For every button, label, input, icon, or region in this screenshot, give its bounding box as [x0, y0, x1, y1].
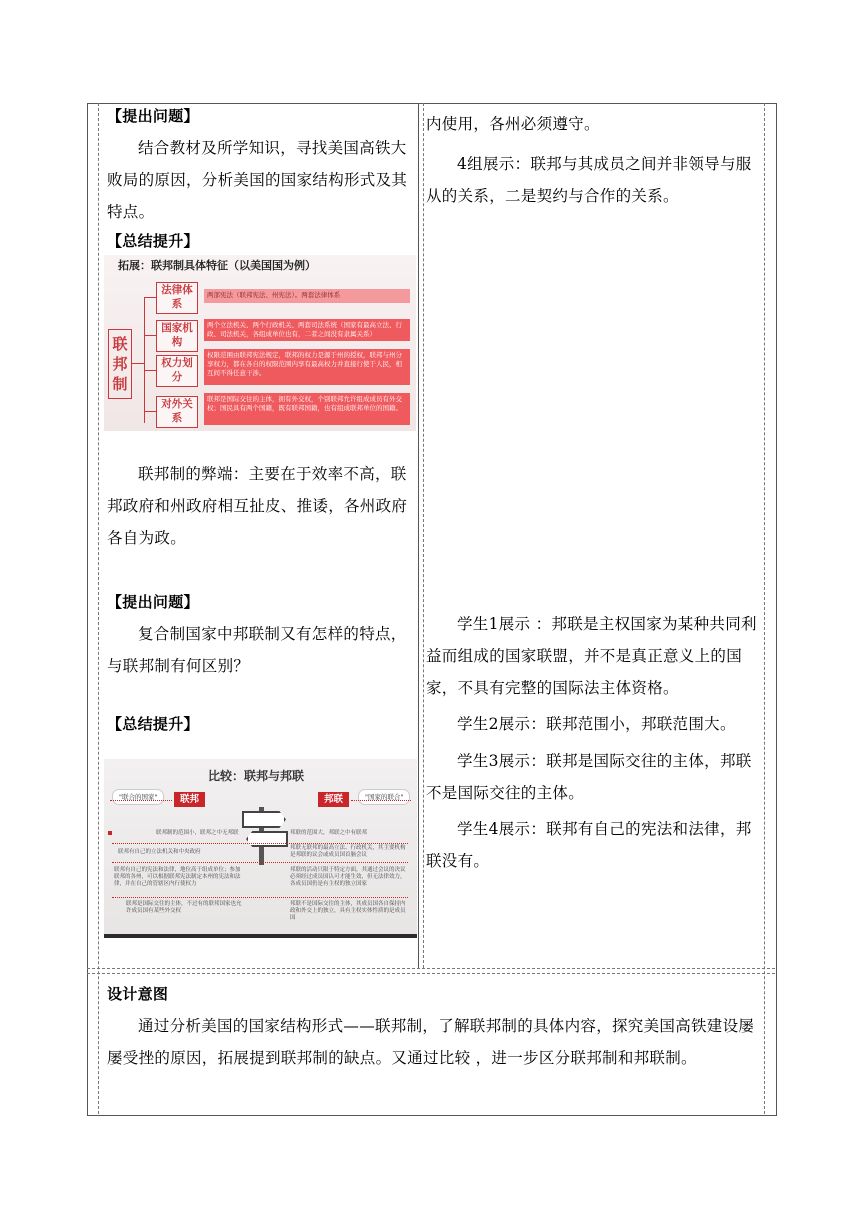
student-2-text: 学生2展示：联邦范围小，邦联范围大。 [457, 715, 736, 733]
question-text-1: 结合教材及所学知识，寻找美国高铁大败局的原因，分析美国的国家结构形式及其特点。 [107, 139, 408, 221]
federal-features-slide [104, 255, 416, 431]
signpost-arrow-icon [246, 831, 288, 847]
category-legal-desc: 两部宪法（联邦宪法、州宪法）。两套法律体系 [204, 289, 410, 303]
category-institutions-desc: 两个立法机关、两个行政机关、两套司法系统（国家有最高立法、行政、司法机关，各组成单位也有，二者之间没有隶属关系） [204, 319, 410, 341]
right-text-1: 内使用，各州必须遵守。 [426, 115, 600, 133]
federal-root-box [108, 329, 132, 399]
question-heading-2: 【提出问题】 [107, 593, 199, 611]
category-legal: 法律体系 [156, 282, 198, 314]
comparison-slide [104, 759, 417, 938]
table-inner-left-border [98, 103, 99, 1114]
summary-heading-1: 【总结提升】 [107, 232, 199, 250]
row-divider [112, 843, 408, 844]
tag-line [110, 800, 172, 801]
row-divider [87, 968, 775, 969]
row-divider-dashed [87, 973, 775, 974]
branch-stub [144, 370, 156, 371]
row-bullet [108, 831, 112, 835]
category-foreign: 对外关系 [156, 396, 198, 428]
column-divider-dashed [423, 103, 424, 968]
table-inner-right-border [764, 103, 765, 1114]
root-char: 联 [112, 335, 128, 353]
right-text-2: 4组展示：联邦与其成员之间并非领导与服从的关系，二是契约与合作的关系。 [426, 155, 752, 205]
student-1-text: 学生1展示 ：邦联是主权国家为某种共同利益而组成的国家联盟，并不是真正意义上的国家，不具有完整的国际法主体资格。 [426, 615, 757, 697]
branch-stub [144, 297, 156, 298]
category-foreign-desc: 联邦是国际交往的主体，拥有外交权，个别联邦允许组成成员有外交权；国民具有两个国籍，既有联邦国籍，也有组成联邦单位的国籍。 [204, 393, 410, 425]
federal-row: 联邦制的范围小，联邦之中无邦联 [156, 830, 239, 836]
slide-title: 比较：联邦与邦联 [208, 769, 305, 783]
root-char: 邦 [112, 355, 128, 373]
federal-row: 联邦是国际交往的主体，不过有的联邦国家也允许成员国有某些外交权 [126, 901, 242, 914]
federal-row: 联邦有自己的宪法和法律，地位高于组成单位；参加联邦的各州，可以根据联邦宪法制定本州的宪法和法律，并在自己的管辖区内行使权力 [114, 867, 241, 887]
confed-row: 邦联的范围大，邦联之中有联邦 [290, 830, 368, 836]
tag-confederation: 邦联 [318, 792, 349, 807]
column-divider [418, 103, 419, 968]
question-heading-1: 【提出问题】 [107, 107, 199, 125]
design-intent-text: 通过分析美国的国家结构形式——联邦制，了解联邦制的具体内容，探究美国高铁建设屡屡受挫的原因，拓展提到联邦制的缺点。又通过比较 ，进一步区分联邦制和邦联制。 [107, 1017, 755, 1067]
pill-left: "联合的国家" [112, 789, 164, 805]
summary-heading-2: 【总结提升】 [107, 715, 199, 733]
category-institutions: 国家机构 [156, 320, 198, 352]
branch-stub [144, 411, 156, 412]
confed-row: 邦联无联邦的最高立法、行政机关，其主要机构是邦联的议会或成员国首脑会议 [290, 845, 406, 858]
branch-line [144, 297, 145, 423]
student-4-text: 学生4展示：联邦有自己的宪法和法律，邦联没有。 [426, 820, 752, 870]
signpost-arrow-icon [242, 811, 286, 828]
slide-title: 拓展：联邦制具体特征（以美国国为例） [118, 259, 316, 272]
confed-row: 邦联不是国际交往的主体，其成员国各自保持内政和外交上的独立，具有主权实体性质的是成员国 [290, 901, 406, 921]
tag-line [351, 800, 411, 801]
question-text-2: 复合制国家中邦联制又有怎样的特点，与联邦制有何区别？ [107, 625, 407, 675]
category-power: 权力划分 [156, 355, 198, 387]
student-3-text: 学生3展示：联邦是国际交往的主体，邦联不是国际交往的主体。 [426, 752, 752, 802]
row-divider [112, 862, 408, 863]
design-intent-heading: 设计意图 [107, 985, 169, 1003]
root-char: 制 [112, 375, 128, 393]
slide-bottom-bar [104, 934, 417, 938]
pill-right: "国家的联合" [358, 789, 410, 805]
tag-federal: 联邦 [174, 792, 205, 807]
branch-stub [144, 335, 156, 336]
row-divider [112, 897, 408, 898]
federal-row: 联邦有自己的立法机关和中央政府 [118, 849, 201, 855]
confed-row: 邦联的活动只限于特定方面，其通过会议的决议必须经过成员国认可才能生效，但无法律效力，各成员国仍是有主权的独立国家 [290, 867, 406, 887]
federal-drawback-text: 联邦制的弊端：主要在于效率不高，联邦政府和州政府相互扯皮、推诿，各州政府各自为政。 [107, 465, 408, 547]
category-power-desc: 权限范围由联邦宪法规定，联邦的权力是源于州的授权，联邦与州分享权力，都在各自的权限范围内享有最高权力并直接行使于人民，相互间不得任意干涉。 [204, 349, 410, 385]
branch-connector [132, 363, 144, 364]
